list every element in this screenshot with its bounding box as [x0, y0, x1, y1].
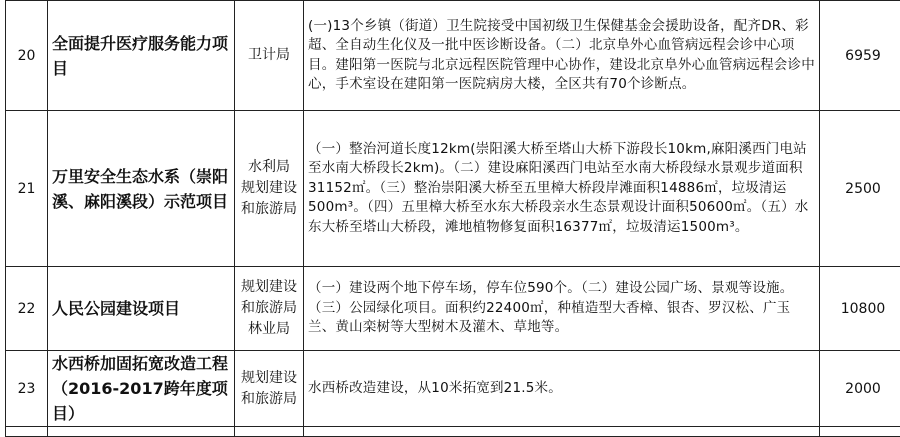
responsible-dept: [235, 351, 304, 427]
dept-line: 卫计局: [239, 45, 299, 66]
empty-cell: [304, 427, 820, 437]
row-number: 21: [6, 111, 48, 267]
project-description: 水西桥改造建设，从10米拓宽到21.5米。: [304, 351, 820, 427]
project-description: (一)13个乡镇（街道）卫生院接受中国初级卫生保健基金会援助设备，配齐DR、彩超、全自动生化仪及一批中医诊断设备。（二）北京阜外心血管病远程会诊中心项目。建阳第一医院与北京远程医院管理中心协作，建设北京阜外心血管病远程会诊中心，手术室设在建阳第一医院病房大楼，全区共有70个诊断点。: [304, 1, 820, 111]
dept-line: 和旅游局: [239, 199, 299, 220]
table-row-partial: [6, 427, 900, 437]
investment-amount: 2500: [820, 111, 900, 267]
row-number: 22: [6, 267, 48, 351]
table-row: [6, 351, 900, 427]
empty-cell: [6, 427, 48, 437]
row-number: 20: [6, 1, 48, 111]
empty-cell: [48, 427, 235, 437]
responsible-dept: [235, 1, 304, 111]
dept-line: 规划建设: [239, 368, 299, 389]
project-name: 人民公园建设项目: [48, 267, 235, 351]
investment-amount: 10800: [820, 267, 900, 351]
investment-amount: 2000: [820, 351, 900, 427]
empty-cell: [235, 427, 304, 437]
responsible-dept: [235, 111, 304, 267]
empty-cell: [820, 427, 900, 437]
investment-amount: 6959: [820, 1, 900, 111]
project-description: （一）建设两个地下停车场，停车位590个。（二）建设公园广场、景观等设施。（三）公园绿化项目。面积约22400㎡，种植造型大香樟、银杏、罗汉松、广玉兰、黄山栾树等大型树木及灌木、草地等。: [304, 267, 820, 351]
project-name: 水西桥加固拓宽改造工程（2016-2017跨年度项目）: [48, 351, 235, 427]
dept-line: 和旅游局: [239, 298, 299, 319]
row-number: 23: [6, 351, 48, 427]
table-row: [6, 267, 900, 351]
table-row: [6, 1, 900, 111]
dept-line: 水利局: [239, 157, 299, 178]
dept-line: 规划建设: [239, 277, 299, 298]
dept-line: 规划建设: [239, 178, 299, 199]
project-name: 全面提升医疗服务能力项目: [48, 1, 235, 111]
project-table: [5, 0, 900, 437]
project-description: （一）整治河道长度12km(崇阳溪大桥至塔山大桥下游段长10km,麻阳溪西门电站至水南大桥段长2km)。（二）建设麻阳溪西门电站至水南大桥段绿水景观步道面积31152㎡。（三）整治崇阳溪大桥至五里樟大桥段岸滩面积14886㎡，垃圾清运500m³。（四）五里樟大桥至水东大桥段亲水生态景观设计面积50600㎡。（五）水东大桥至塔山大桥段，滩地植物修复面积16377㎡，垃圾清运1500m³。: [304, 111, 820, 267]
responsible-dept: [235, 267, 304, 351]
dept-line: 林业局: [239, 319, 299, 340]
project-name: 万里安全生态水系（崇阳溪、麻阳溪段）示范项目: [48, 111, 235, 267]
table-row: [6, 111, 900, 267]
dept-line: 和旅游局: [239, 389, 299, 410]
